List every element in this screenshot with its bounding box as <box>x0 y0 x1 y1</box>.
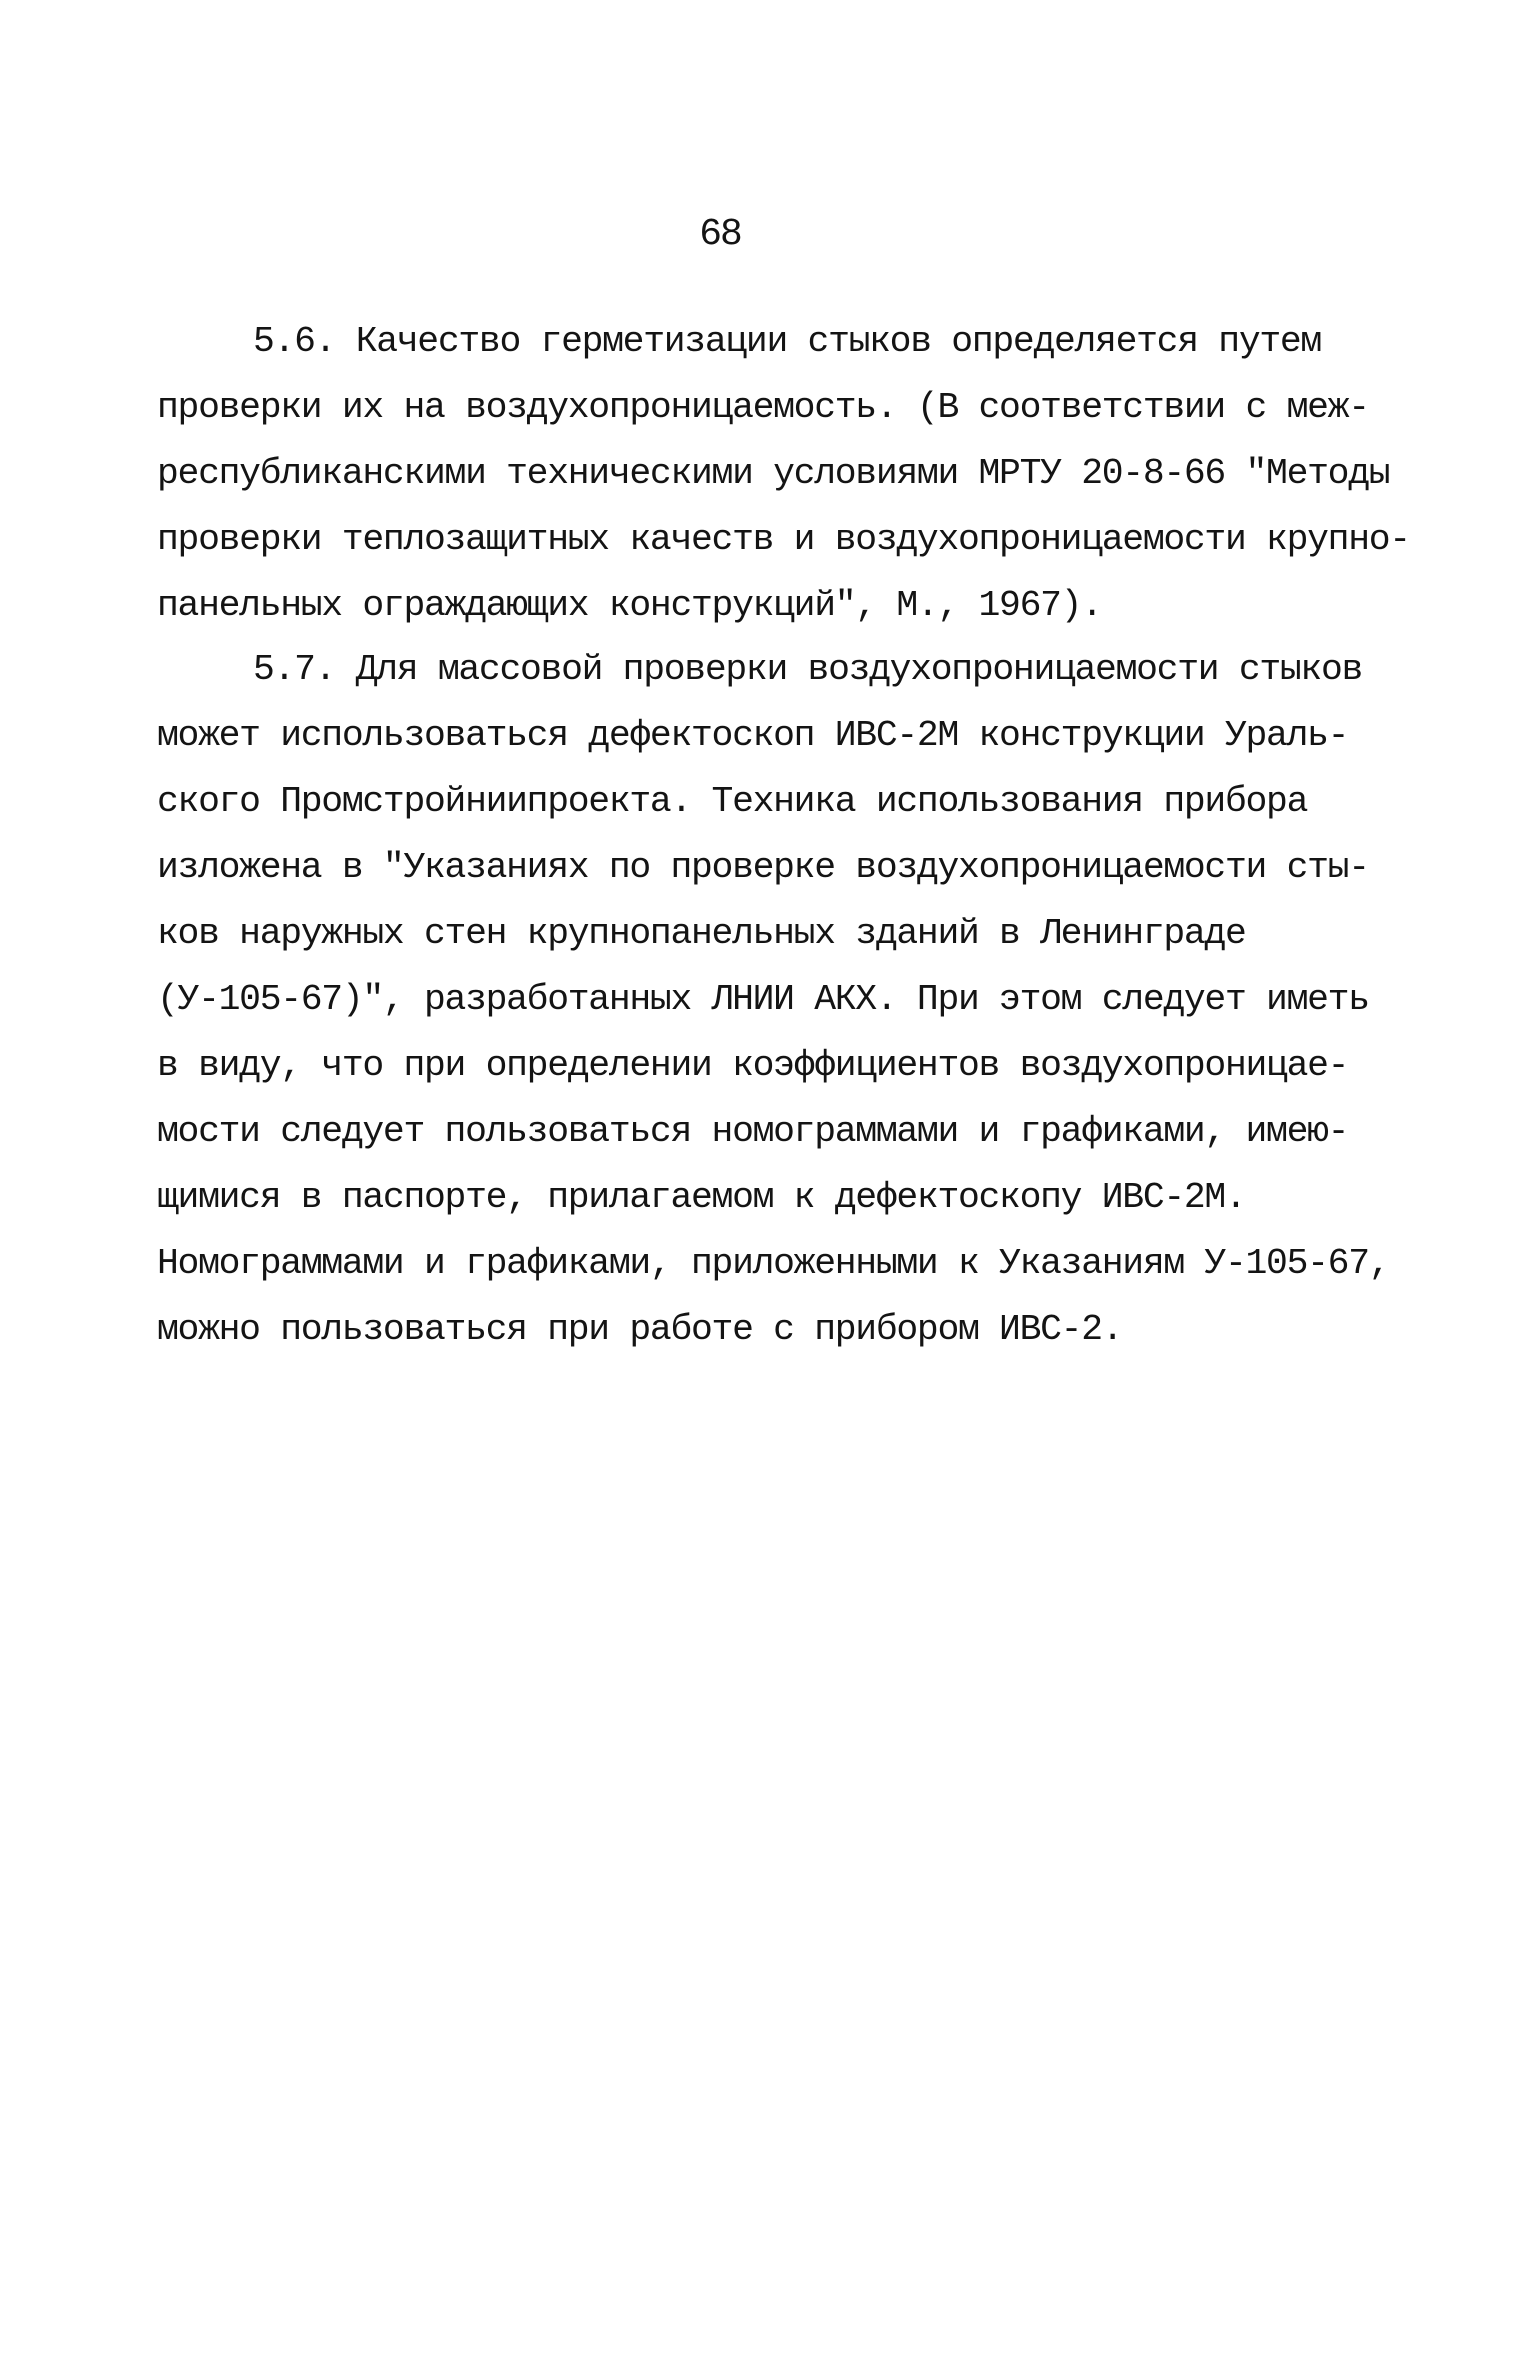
paragraph-5-7-line: 5.7. Для массовой проверки воздухопроницаемости стыков <box>253 649 1363 690</box>
paragraph-5-7-line: можно пользоваться при работе с прибором ИВС-2. <box>157 1309 1123 1350</box>
paragraph-5-7-line: может использоваться дефектоскоп ИВС-2М конструкции Ураль- <box>157 715 1349 756</box>
paragraph-5-7-line: в виду, что при определении коэффициентов воздухопроницае- <box>157 1045 1349 1086</box>
paragraph-5-7-line: (У-105-67)", разработанных ЛНИИ АКХ. При этом следует иметь <box>157 979 1369 1020</box>
paragraph-5-7-line: ков наружных стен крупнопанельных зданий в Ленинграде <box>157 913 1246 954</box>
paragraph-5-6-line: проверки их на воздухопроницаемость. (В соответствии с меж- <box>157 387 1369 428</box>
paragraph-5-7-line: ского Промстройниипроекта. Техника использования прибора <box>157 781 1308 822</box>
paragraph-5-7-line: мости следует пользоваться номограммами и графиками, имею- <box>157 1111 1349 1152</box>
paragraph-5-6-line: республиканскими техническими условиями МРТУ 20-8-66 "Методы <box>157 453 1390 494</box>
page-number: 68 <box>699 213 741 256</box>
paragraph-5-6-line: проверки теплозащитных качеств и воздухопроницаемости крупно- <box>157 519 1410 560</box>
paragraph-5-7-line: щимися в паспорте, прилагаемом к дефектоскопу ИВС-2М. <box>157 1177 1246 1218</box>
paragraph-5-7-line: изложена в "Указаниях по проверке воздухопроницаемости сты- <box>157 847 1369 888</box>
paragraph-5-7-line: Номограммами и графиками, приложенными к Указаниям У-105-67, <box>157 1243 1390 1284</box>
paragraph-5-6-line: панельных ограждающих конструкций", М., 1967). <box>157 585 1102 626</box>
paragraph-5-6-line: 5.6. Качество герметизации стыков определяется путем <box>253 321 1321 362</box>
